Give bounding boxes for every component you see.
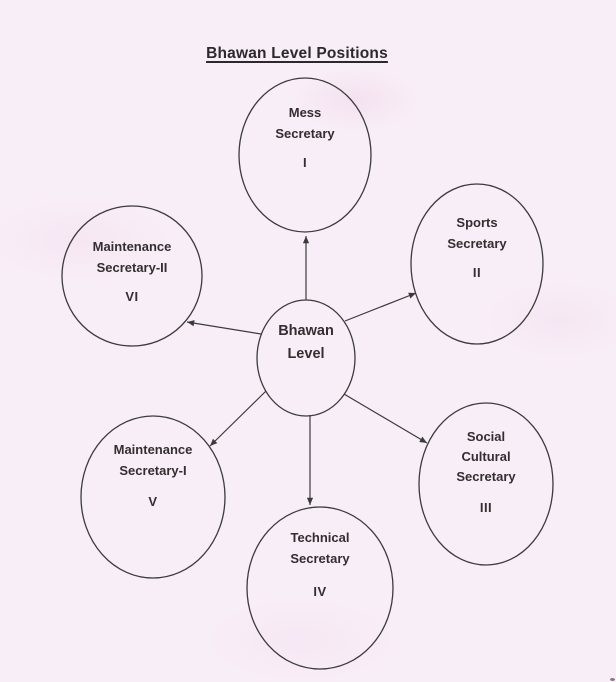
node-sports-secretary: [407, 212, 547, 283]
node-label-line: Maintenance: [92, 239, 172, 254]
node-numeral: IV: [313, 584, 327, 599]
node-label-line: Mess: [288, 105, 322, 120]
node-numeral: III: [479, 500, 493, 515]
scan-speck-artifact: [610, 678, 615, 681]
node-label-line: Level: [287, 346, 325, 362]
node-technical-secretary: [250, 527, 390, 602]
node-label-line: Secretary-II: [96, 260, 168, 275]
node-label-line: Secretary: [456, 469, 516, 484]
node-numeral: V: [148, 494, 158, 509]
node-label-line: Bhawan: [278, 323, 334, 339]
arrow-center-to-social-cultural-secretary: [344, 394, 427, 443]
node-label-line: Secretary: [290, 551, 350, 566]
node-label-line: Cultural: [461, 449, 511, 464]
node-social-cultural-secretary: [416, 427, 556, 518]
arrow-center-to-maintenance-secretary-1: [210, 391, 266, 446]
node-bhawan-level: [236, 320, 376, 366]
node-numeral: I: [302, 155, 308, 170]
node-numeral: II: [472, 265, 482, 280]
arrow-center-to-sports-secretary: [345, 293, 416, 321]
node-label-line: Social: [466, 429, 506, 444]
node-label-line: Sports: [456, 215, 498, 230]
node-maintenance-secretary-2: [62, 236, 202, 307]
node-label-line: Technical: [290, 530, 350, 545]
page-title: Bhawan Level Positions: [206, 45, 388, 62]
node-label-line: Secretary: [447, 236, 507, 251]
node-numeral: VI: [125, 289, 139, 304]
node-label-line: Secretary-I: [119, 463, 187, 478]
node-label-line: Secretary: [275, 126, 335, 141]
node-maintenance-secretary-1: [83, 439, 223, 512]
node-label-line: Maintenance: [113, 442, 193, 457]
node-mess-secretary: [235, 102, 375, 173]
